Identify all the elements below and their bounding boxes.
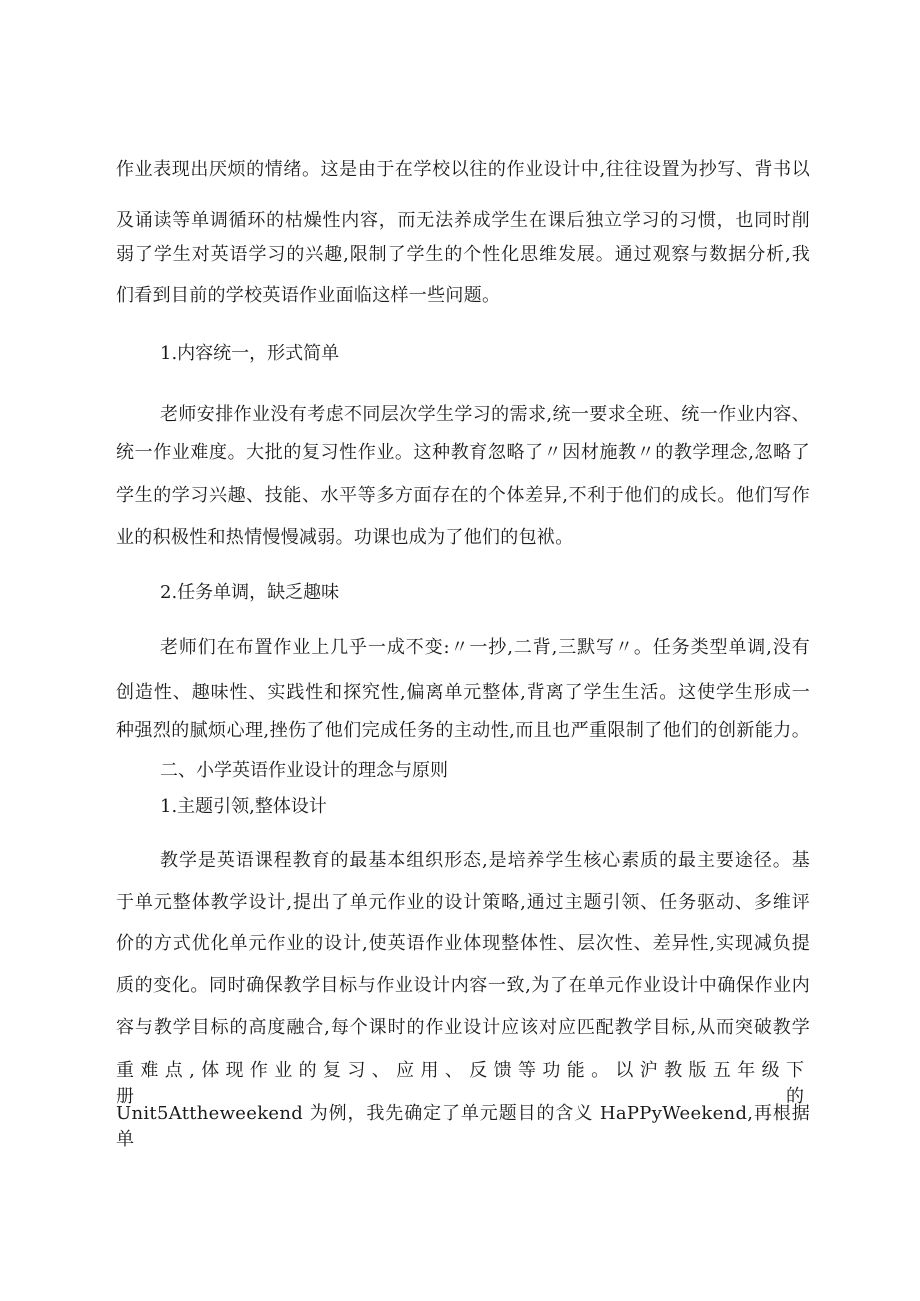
paragraph-4-line-4: 质的变化。同时确保教学目标与作业设计内容一致,为了在单元作业设计中确保作业内: [116, 975, 810, 996]
paragraph-4-line-2: 于单元整体教学设计,提出了单元作业的设计策略,通过主题引领、任务驱动、多维评: [116, 892, 810, 913]
paragraph-3-line-1: 老师们在布置作业上几乎一成不变:〃一抄,二背,三默写〃。任务类型单调,没有: [160, 637, 810, 658]
paragraph-2-line-2: 统一作业难度。大批的复习性作业。这种教育忽略了〃因材施教〃的教学理念,忽略了: [116, 442, 810, 463]
paragraph-4-line-3: 价的方式优化单元作业的设计,使英语作业体现整体性、层次性、差异性,实现减负提: [116, 933, 810, 954]
paragraph-1-line-2: 及诵读等单调循环的枯燥性内容，而无法养成学生在课后独立学习的习惯，也同时削: [116, 210, 810, 231]
paragraph-2-line-4: 业的积极性和热情慢慢减弱。功课也成为了他们的包袱。: [116, 527, 574, 548]
section-heading-content-uniform: 1.内容统一，形式简单: [160, 343, 340, 364]
section-heading-task-monotonous: 2.任务单调，缺乏趣味: [160, 582, 340, 603]
paragraph-4-line-7: Unit5Attheweekend 为例，我先确定了单元题目的含义 HaPPyWeekend,再根据单: [116, 1103, 810, 1150]
section-heading-principles: 二、小学英语作业设计的理念与原则: [160, 760, 448, 781]
paragraph-4-line-6: 重难点,体现作业的复习、应用、反馈等功能。以沪教版五年级下册的: [116, 1060, 810, 1107]
paragraph-1-line-1: 作业表现出厌烦的情绪。这是由于在学校以往的作业设计中,往往设置为抄写、背书以: [116, 159, 810, 180]
paragraph-3-line-2: 创造性、趣味性、实践性和探究性,偏离单元整体,背离了学生生活。这使学生形成一: [116, 682, 810, 703]
section-heading-theme-guidance: 1.主题引领,整体设计: [160, 796, 327, 817]
paragraph-4-line-5: 容与教学目标的高度融合,每个课时的作业设计应该对应匹配教学目标,从而突破教学: [116, 1017, 810, 1038]
paragraph-1-line-3: 弱了学生对英语学习的兴趣,限制了学生的个性化思维发展。通过观察与数据分析,我: [116, 244, 810, 265]
paragraph-4-line-1: 教学是英语课程教育的最基本组织形态,是培养学生核心素质的最主要途径。基: [160, 850, 810, 871]
paragraph-3-line-3: 种强烈的腻烦心理,挫伤了他们完成任务的主动性,而且也严重限制了他们的创新能力。: [116, 720, 810, 741]
paragraph-2-line-1: 老师安排作业没有考虑不同层次学生学习的需求,统一要求全班、统一作业内容、: [160, 404, 810, 425]
paragraph-1-line-4: 们看到目前的学校英语作业面临这样一些问题。: [116, 285, 501, 306]
paragraph-2-line-3: 学生的学习兴趣、技能、水平等多方面存在的个体差异,不利于他们的成长。他们写作: [116, 485, 810, 506]
